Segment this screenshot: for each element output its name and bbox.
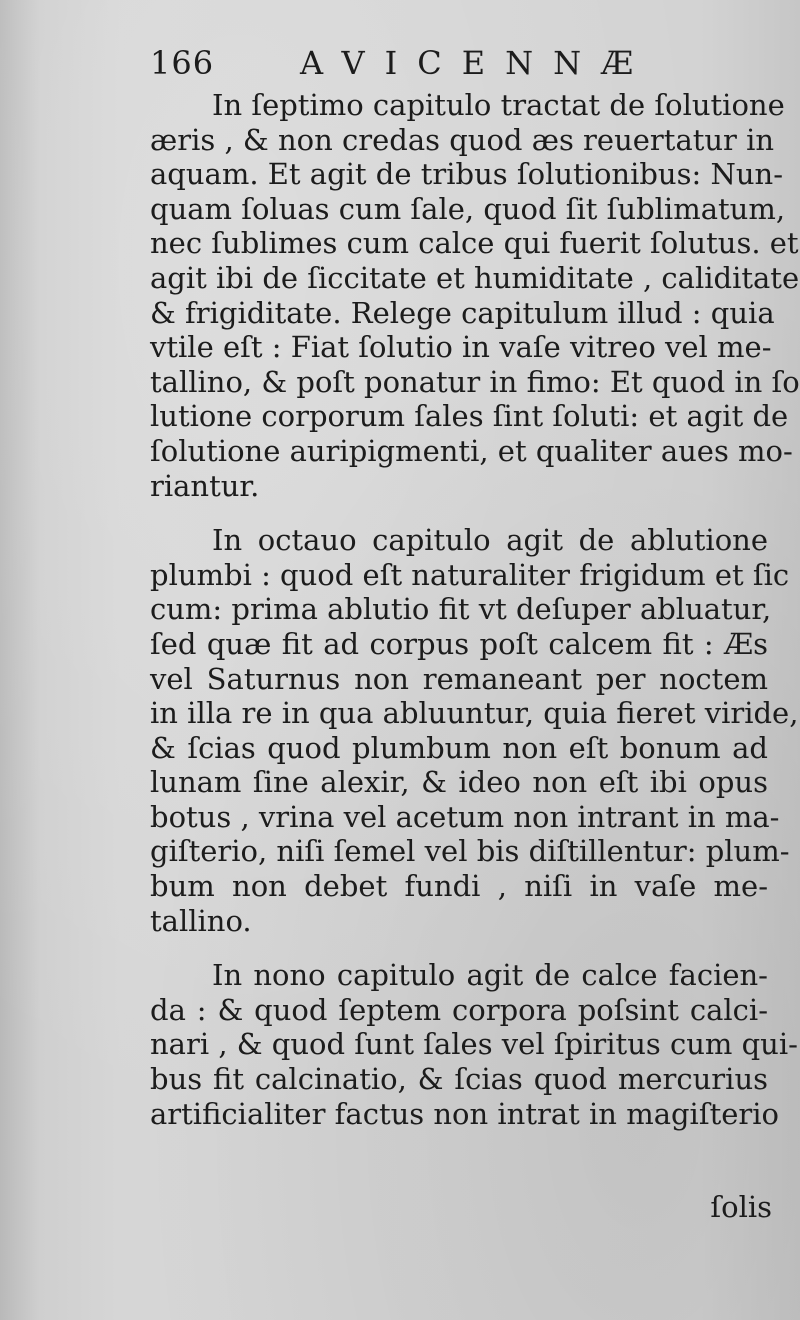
running-head: AVICENNÆ (300, 44, 654, 82)
text-line: In nono capitulo agit de calce facien- (212, 958, 768, 993)
text-line: tallino. (150, 903, 252, 938)
text-line: In octauo capitulo agit de ablutione (212, 523, 768, 558)
text-line: aquam. Et agit de tribus ſolutionibus: Nun- (150, 157, 784, 192)
text-line: nec ſublimes cum calce qui fuerit ſolutus. et (150, 226, 799, 261)
page-number: 166 (150, 44, 215, 82)
text-line: da : & quod ſeptem corpora poſsint calci- (150, 992, 768, 1027)
text-line: nari , & quod ſunt ſales vel ſpiritus cum qui- (150, 1027, 798, 1062)
text-line: lutione corporum ſales ſint ſoluti: et agit de (150, 399, 789, 434)
text-line: bus fit calcinatio, & ſcias quod mercurius (150, 1062, 768, 1097)
paragraph-septimo (150, 88, 800, 503)
text-line: tallino, & poſt ponatur in fimo: Et quod in ſo (150, 364, 800, 399)
text-line: lunam ſine alexir, & ideo non eſt ibi opus (150, 765, 768, 800)
text-line: artificialiter factus non intrat in magiſterio (150, 1096, 779, 1131)
paragraph-nono (150, 958, 798, 1131)
text-line: in illa re in qua abluuntur, quia fieret viride, (150, 696, 799, 731)
page-header (150, 40, 670, 90)
text-line: quam ſoluas cum ſale, quod ſit ſublimatum, (150, 191, 786, 226)
text-line: riantur. (150, 468, 260, 503)
paragraph-spacer (150, 503, 768, 523)
text-line: agit ibi de ſiccitate et humiditate , caliditate (150, 260, 800, 295)
paragraph-octauo (150, 523, 799, 938)
text-line: botus , vrina vel acetum non intrant in ma- (150, 799, 780, 834)
paragraph-spacer (150, 938, 768, 958)
text-line: plumbi : quod eſt naturaliter frigidum et ſic (150, 557, 790, 592)
text-line: ſed quæ fit ad corpus poſt calcem fit : Æs (150, 626, 768, 661)
text-line: æris , & non credas quod æs reuertatur in (150, 122, 775, 157)
text-line: vel Saturnus non remaneant per noctem (150, 661, 768, 696)
text-line: giſterio, niſi ſemel vel bis diſtillentur: plum- (150, 834, 790, 869)
text-line: vtile eſt : Fiat ſolutio in vaſe vitreo vel me- (150, 330, 772, 365)
text-line: cum: prima ablutio fit vt deſuper abluatur, (150, 592, 772, 627)
text-line: & ſcias quod plumbum non eſt bonum ad (150, 730, 768, 765)
text-line: & frigiditate. Relege capitulum illud : quia (150, 295, 775, 330)
text-line: ſolutione auripigmenti, et qualiter aues mo- (150, 433, 793, 468)
catchword: ſolis (710, 1190, 772, 1224)
text-line: bum non debet fundi , niſi in vaſe me- (150, 869, 768, 904)
text-block (150, 88, 800, 1131)
text-line: In ſeptimo capitulo tractat de ſolutione (212, 88, 785, 122)
